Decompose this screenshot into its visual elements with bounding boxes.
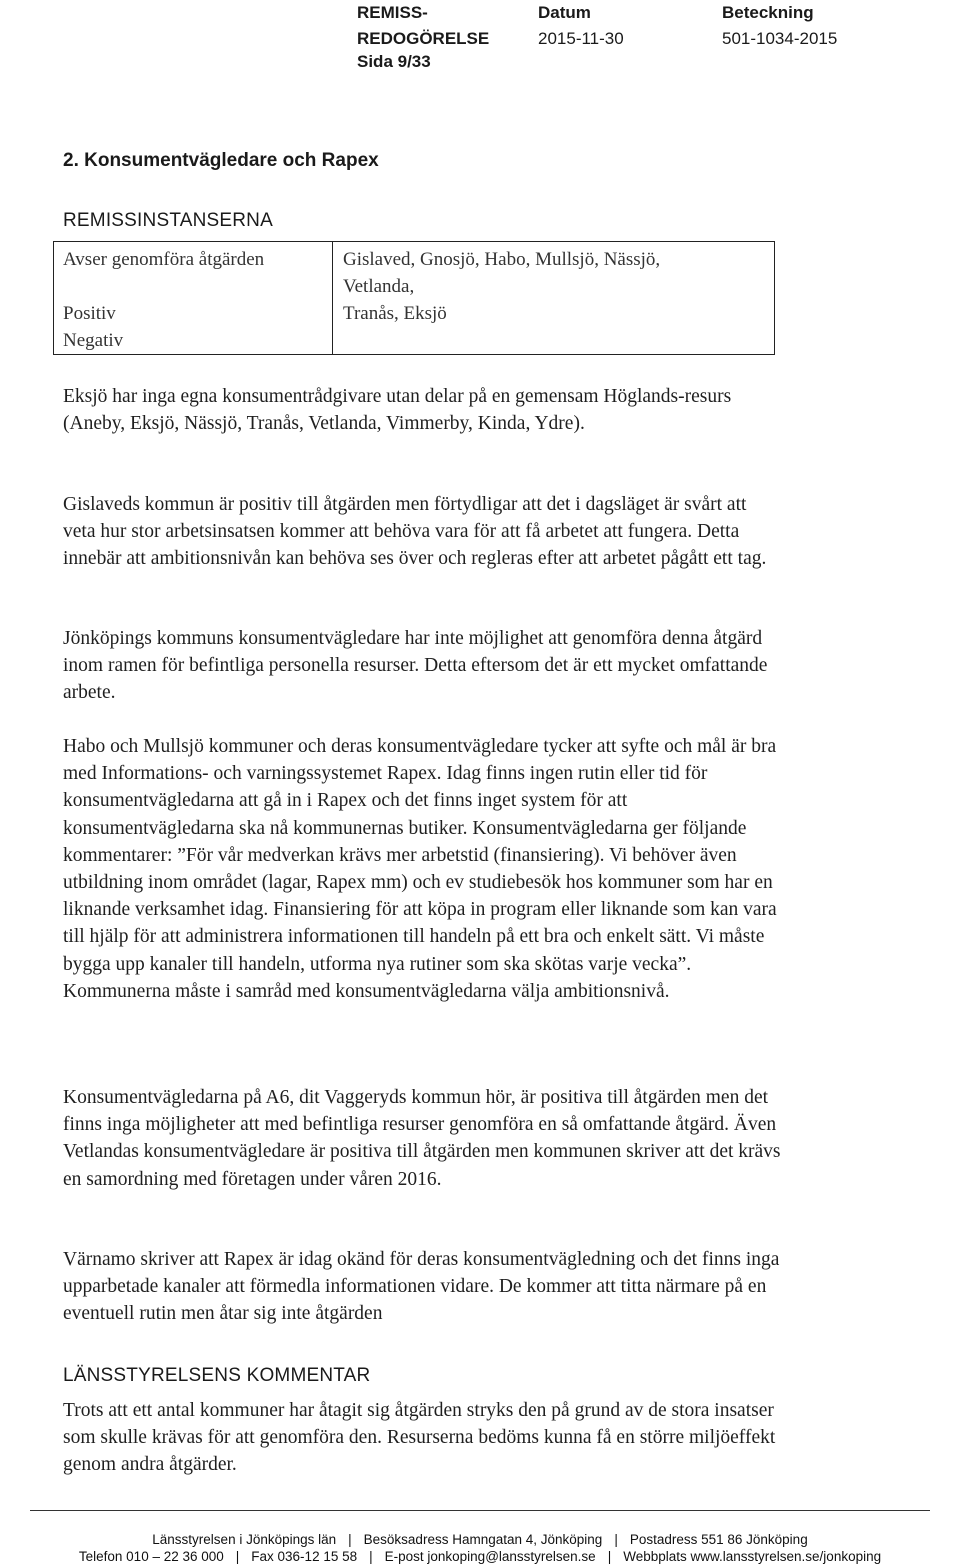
footer-separator: | xyxy=(607,1549,612,1564)
row-value-positiv: Tranås, Eksjö xyxy=(343,303,447,324)
doc-type-line2: REDOGÖRELSE xyxy=(357,29,490,48)
doc-type-line1: REMISS- xyxy=(357,3,428,22)
date-label: Datum xyxy=(538,3,591,22)
page-number: Sida 9/33 xyxy=(357,52,431,71)
document-header xyxy=(0,0,960,80)
section-title: 2. Konsumentvägledare och Rapex xyxy=(63,150,379,171)
footer-phone: Telefon 010 – 22 36 000 xyxy=(78,1549,224,1564)
row-label-positiv: Positiv xyxy=(63,303,116,324)
paragraph-eksjo: Eksjö har inga egna konsumentrådgivare utan delar på en gemensam Höglands-resurs (Aneby, Eksjö, Nässjö, Tranås, Vetlanda, Vimmerby, Kinda, Ydre). xyxy=(63,386,732,435)
row-label-negativ: Negativ xyxy=(63,330,124,351)
lansstyrelsen-comment: Trots att ett antal kommuner har åtagit sig åtgärden stryks den på grund av de stora insatser som skulle krävas för att genomföra den. Resurserna bedöms kunna få en större miljöeffekt genom andra åtgärder. xyxy=(63,1400,776,1476)
date-value: 2015-11-30 xyxy=(538,29,624,48)
row-label-avser: Avser genomföra åtgärden xyxy=(63,249,265,270)
footer-org: Länsstyrelsen i Jönköpings län xyxy=(152,1532,337,1547)
paragraph-jonkoping: Jönköpings kommuns konsumentvägledare har inte möjlighet att genomföra denna åtgärd inom ramen för befintliga personella resurser. Detta eftersom det är ett mycket omfattande arbete. xyxy=(63,628,768,704)
footer-email[interactable]: E-post jonkoping@lansstyrelsen.se xyxy=(384,1549,596,1564)
footer-separator: | xyxy=(369,1549,373,1564)
table-divider xyxy=(332,242,333,354)
lansstyrelsen-heading: LÄNSSTYRELSENS KOMMENTAR xyxy=(63,1365,371,1386)
footer-separator: | xyxy=(235,1549,240,1564)
footer-separator: | xyxy=(348,1532,352,1547)
paragraph-a6-vetlanda: Konsumentvägledarna på A6, dit Vaggeryds kommun hör, är positiva till åtgärden men det finns inga möjligheter att med befintliga resurser genomföra en så omfattande åtgärd. Även Vetlandas konsumentvägledare är positiva till åtgärden men kommunen skriver att det krävs en samordning med företagen under våren 2016. xyxy=(63,1087,781,1190)
footer-separator: | xyxy=(614,1532,618,1547)
row-value-avser-1: Gislaved, Gnosjö, Habo, Mullsjö, Nässjö, xyxy=(343,249,661,270)
remissinstanserna-heading: REMISSINSTANSERNA xyxy=(63,210,273,231)
responses-table xyxy=(53,241,775,355)
reference-label: Beteckning xyxy=(722,3,814,22)
reference-value: 501-1034-2015 xyxy=(722,29,838,48)
footer-rule xyxy=(30,1510,930,1511)
footer-line-1 xyxy=(0,1532,960,1547)
footer-post-address: Postadress 551 86 Jönköping xyxy=(629,1532,808,1547)
paragraph-gislaved: Gislaveds kommun är positiv till åtgärden men förtydligar att det i dagsläget är svårt att veta hur stor arbetsinsatsen kommer att behöva vara för att få arbetet att fungera. Detta innebär att ambitionsnivån kan behöva ses över och regleras efter att arbetet pågått ett tag. xyxy=(63,494,767,570)
footer-website[interactable]: Webbplats www.lansstyrelsen.se/jonkoping xyxy=(623,1549,882,1564)
footer-visit-address: Besöksadress Hamngatan 4, Jönköping xyxy=(363,1532,603,1547)
reference-block xyxy=(722,0,837,52)
paragraph-habo-mullsjo: Habo och Mullsjö kommuner och deras konsumentvägledare tycker att syfte och mål är bra med Informations- och varningssystemet Rapex. Idag finns ingen rutin eller tid för konsumentvägledarna att gå in i Rapex och det finns inget system för att konsumentvägledarna ska nå kommunernas butiker. Konsumentvägledarna ger följande kommentarer: ”För vår medverkan krävs mer arbetstid (finansiering). Vi behöver även utbildning inom området (lagar, Rapex mm) och ev studiebesök hos kommuner som har en liknande verksamhet idag. Finansiering för att köpa in program eller liknande som kan vara till hjälp för att administrera informationen till handeln på ett bra och enkelt sätt. Vi måste bygga upp kanaler till handeln, utforma nya rutiner som ska skötas varje vecka”. Kommunerna måste i samråd med konsumentvägledarna välja ambitionsnivå. xyxy=(63,736,777,1002)
date-block xyxy=(538,0,624,52)
footer-line-2 xyxy=(0,1549,960,1564)
doc-type xyxy=(357,0,489,52)
footer-fax: Fax 036-12 15 58 xyxy=(251,1549,358,1564)
row-value-avser-2: Vetlanda, xyxy=(343,276,415,297)
paragraph-varnamo: Värnamo skriver att Rapex är idag okänd för deras konsumentvägledning och det finns inga upparbetade kanaler att förmedla informationen vidare. De kommer att titta närmare på en eventuell rutin men åtar sig inte åtgärden xyxy=(63,1249,780,1325)
